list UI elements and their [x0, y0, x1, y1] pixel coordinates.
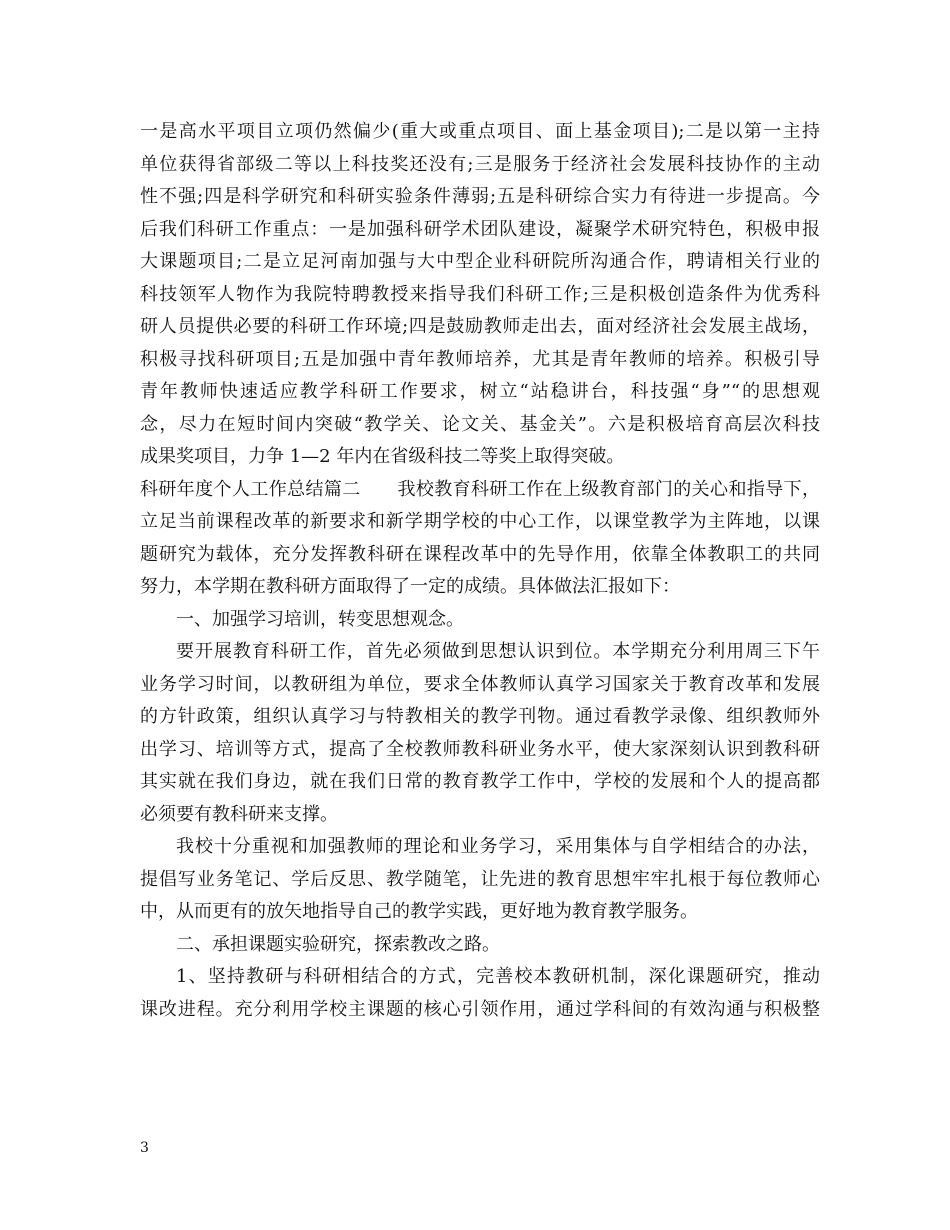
- text-line: 一、加强学习培训，转变思想观念。: [176, 608, 464, 630]
- text-line: 后我们科研工作重点：一是加强科研学术团队建设，凝聚学术研究特色，积极申报: [140, 218, 820, 240]
- text-line: 我校十分重视和加强教师的理论和业务学习，采用集体与自学相结合的办法，: [176, 836, 820, 857]
- text-line: 业务学习时间，以教研组为单位，要求全体教师认真学习国家关于教育改革和发展: [140, 673, 820, 695]
- text-line: 青年教师快速适应教学科研工作要求，树立“站稳讲台，科技强“身”“的思想观: [140, 381, 820, 402]
- text-line: 必须要有教科研来支撑。: [140, 803, 338, 825]
- text-line: 的方针政策，组织认真学习与特教相关的教学刊物。通过看教学录像、组织教师外: [140, 706, 820, 727]
- text-line: 研人员提供必要的科研工作环境;四是鼓励教师走出去，面对经济社会发展主战场，: [140, 316, 820, 337]
- text-line: 提倡写业务笔记、学后反思、教学随笔，让先进的教育思想牢牢扎根于每位教师心: [140, 868, 820, 890]
- page-number: 3: [140, 1140, 149, 1156]
- text-line: 出学习、培训等方式，提高了全校教师教科研业务水平，使大家深刻认识到教科研: [140, 738, 820, 760]
- text-line: 1、坚持教研与科研相结合的方式，完善校本教研机制，深化课题研究，推动: [176, 966, 820, 987]
- text-line: 科研年度个人工作总结篇二 我校教育科研工作在上级教育部门的关心和指导下，: [140, 478, 820, 500]
- text-line: 其实就在我们身边，就在我们日常的教育教学工作中，学校的发展和个人的提高都: [140, 771, 820, 792]
- text-line: 大课题项目;二是立足河南加强与大中型企业科研院所沟通合作，聘请相关行业的: [140, 251, 820, 272]
- text-line: 中，从而更有的放矢地指导自己的教学实践，更好地为教育教学服务。: [140, 901, 698, 922]
- document-body: [140, 116, 820, 1026]
- text-line: 二、承担课题实验研究，探索教改之路。: [176, 933, 500, 955]
- text-line: 单位获得省部级二等以上科技奖还没有;三是服务于经济社会发展科技协作的主动: [140, 153, 820, 175]
- text-line: 性不强;四是科学研究和科研实验条件薄弱;五是科研综合实力有待进一步提高。今: [140, 186, 820, 207]
- text-line: 题研究为载体，充分发挥教科研在课程改革中的先导作用，依靠全体教职工的共同: [140, 543, 820, 565]
- text-line: 课改进程。充分利用学校主课题的核心引领作用，通过学科间的有效沟通与积极整: [140, 998, 820, 1020]
- text-line: 科技领军人物作为我院特聘教授来指导我们科研工作;三是积极创造条件为优秀科: [140, 283, 820, 305]
- text-line: 念，尽力在短时间内突破“教学关、论文关、基金关”。六是积极培育高层次科技: [140, 413, 820, 435]
- text-line: 积极寻找科研项目;五是加强中青年教师培养，尤其是青年教师的培养。积极引导: [140, 348, 820, 370]
- text-line: 要开展教育科研工作，首先必须做到思想认识到位。本学期充分利用周三下午: [176, 641, 820, 662]
- text-line: 努力，本学期在教科研方面取得了一定的成绩。具体做法汇报如下：: [140, 576, 680, 597]
- text-line: 成果奖项目，力争 1—2 年内在省级科技二等奖上取得突破。: [140, 446, 625, 467]
- text-line: 立足当前课程改革的新要求和新学期学校的中心工作，以课堂教学为主阵地，以课: [140, 511, 820, 532]
- text-line: 一是高水平项目立项仍然偏少(重大或重点项目、面上基金项目);二是以第一主持: [140, 121, 820, 142]
